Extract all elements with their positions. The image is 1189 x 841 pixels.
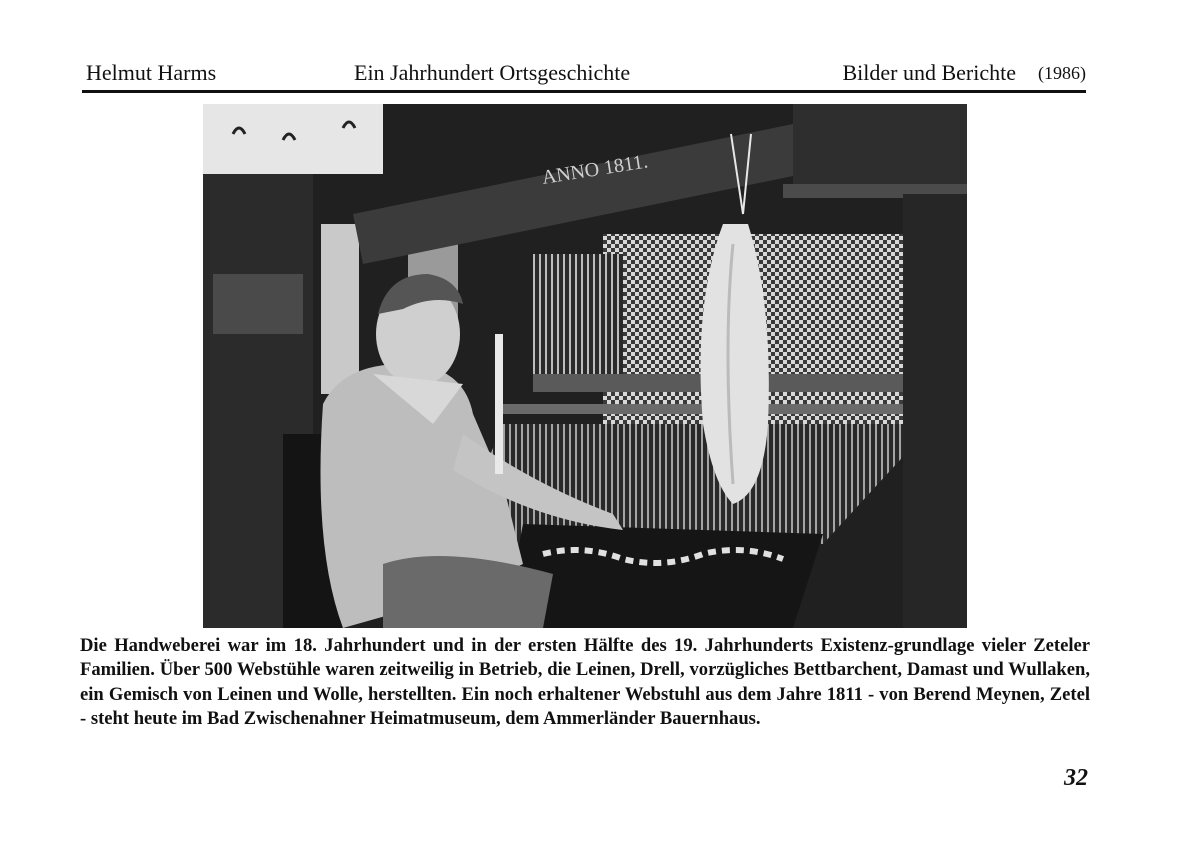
photo-caption: Die Handweberei war im 18. Jahrhundert und in der ersten Hälfte des 19. Jahrhunderts Existenz-grundlage vieler Zeteler Familien. Über 500 Webstühle waren zeitweilig in Betrieb, die Leinen, Drell, vorzügliches Bettbarchent, Damast und Wullaken, ein Gemisch von Leinen und Wolle, herstellten. Ein noch erhaltener Webstuhl aus dem Jahre 1811 - von Berend Meynen, Zetel - steht heute im Bad Zwischenahner Heimatmuseum, dem Ammerländer Bauernhaus.: [80, 635, 1090, 730]
header-year: (1986): [1038, 63, 1086, 83]
header-title: Ein Jahrhundert Ortsgeschichte: [354, 60, 631, 85]
header-series: Bilder und Berichte: [842, 60, 1016, 85]
loom-inscription: ANNO 1811.: [540, 150, 650, 189]
loom-photograph: [203, 104, 967, 628]
header-author: Helmut Harms: [86, 60, 217, 85]
header-rule: [82, 90, 1086, 93]
running-header: [82, 60, 1086, 90]
page-number: 32: [1064, 765, 1088, 791]
